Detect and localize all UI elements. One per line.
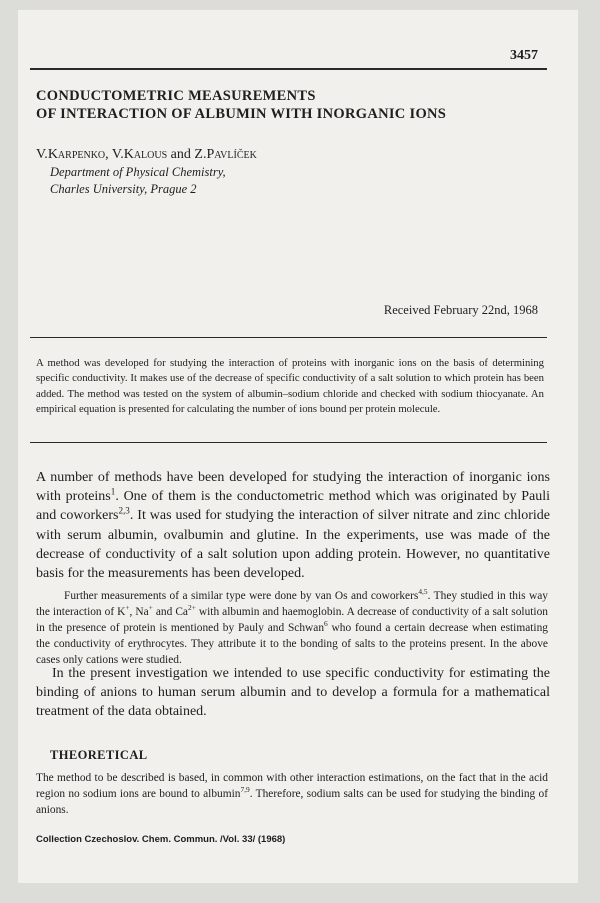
author-1-initial: V. bbox=[36, 147, 48, 162]
body-paragraph-1 bbox=[36, 468, 550, 583]
page-number: 3457 bbox=[510, 48, 538, 63]
body-paragraph-3 bbox=[36, 664, 550, 722]
text-run: A number of methods have been developed for studying the interaction of inorganic ions with proteins bbox=[36, 470, 550, 505]
author-3-name: Pavlíček bbox=[206, 147, 257, 162]
citation: 7,9 bbox=[240, 785, 250, 795]
citation: 1 bbox=[110, 486, 116, 497]
citation: 2,3 bbox=[118, 505, 130, 516]
affiliation-line-1: Department of Physical Chemistry, bbox=[50, 165, 226, 179]
title-line-2: OF INTERACTION OF ALBUMIN WITH INORGANIC IONS bbox=[36, 106, 447, 122]
received-date: Received February 22nd, 1968 bbox=[383, 303, 538, 317]
citation: 6 bbox=[324, 619, 328, 629]
text-run: . It was used for studying the interaction of silver nitrate and zinc chloride with serum albumin, ovalbumin and glutine. In the experiments, use was made of the decrease of conductivity of a salt solution upon adding protein. However, no quantitative basis for the measurements has been developed. bbox=[36, 508, 550, 582]
citation: 4,5 bbox=[418, 587, 428, 597]
affiliation-line-2: Charles University, Prague 2 bbox=[50, 182, 197, 196]
body-paragraph-2 bbox=[36, 588, 548, 668]
text-run: , Na bbox=[129, 606, 149, 618]
title-line-1: CONDUCTOMETRIC MEASUREMENTS bbox=[36, 88, 316, 104]
header-rule bbox=[30, 68, 547, 70]
abstract-top-rule bbox=[30, 337, 547, 338]
ion-charge: 2+ bbox=[188, 603, 196, 613]
text-run: The method to be described is based, in common with other interaction estimations, on the fact that in the acid region no sodium ions are bound to albumin bbox=[36, 772, 548, 800]
text-run: with albumin and haemoglobin. A decrease of conductivity of a salt solution in the presence of protein is mentioned by Pauly and Schwan bbox=[36, 606, 548, 634]
author-1-name: Karpenko bbox=[47, 147, 106, 162]
body-paragraph-4 bbox=[36, 770, 548, 818]
text-run: . One of them is the conductometric method which was originated by Pauli and coworkers bbox=[36, 489, 551, 524]
section-heading: THEORETICAL bbox=[50, 748, 148, 762]
ion-charge: + bbox=[125, 603, 130, 613]
abstract-bottom-rule bbox=[30, 442, 547, 443]
text-run: . They studied in this way the interaction of K bbox=[36, 590, 548, 618]
author-2-initial: V. bbox=[111, 147, 124, 162]
text-run: In the present investigation we intended to use specific conductivity for estimating the binding of anions to human serum albumin and to develop a formula for a mathematical treatment of the data obtained. bbox=[36, 666, 550, 720]
text-run: Further measurements of a similar type were done by van Os and coworkers bbox=[64, 590, 419, 602]
ion-charge: + bbox=[148, 603, 153, 613]
abstract: A method was developed for studying the interaction of proteins with inorganic ions on the basis of determining specific conductivity. It makes use of the decrease of specific conductivity of a salt solution to which protein has been added. The method was tested on the system of albumin–sodium chloride and checked with sodium thiocyanate. An empirical equation is presented for calculating the number of ions bound per protein molecule. bbox=[36, 357, 544, 415]
author-3-initial: Z. bbox=[194, 147, 207, 162]
journal-footer: Collection Czechoslov. Chem. Commun. /Vol. 33/ (1968) bbox=[36, 834, 286, 845]
author-list bbox=[36, 147, 257, 163]
text-run: . Therefore, sodium salts can be used for studying the binding of anions. bbox=[36, 788, 549, 816]
author-separator: and bbox=[167, 147, 195, 162]
text-run: and Ca bbox=[152, 606, 188, 618]
text-run: who found a certain decrease when estimating the conductivity of erythrocytes. They attribute it to the bonding of salts to the proteins present. In the above cases only cations were studied. bbox=[36, 622, 548, 666]
author-separator: , bbox=[105, 147, 112, 162]
author-2-name: Kalous bbox=[123, 147, 168, 162]
journal-page bbox=[18, 10, 578, 883]
